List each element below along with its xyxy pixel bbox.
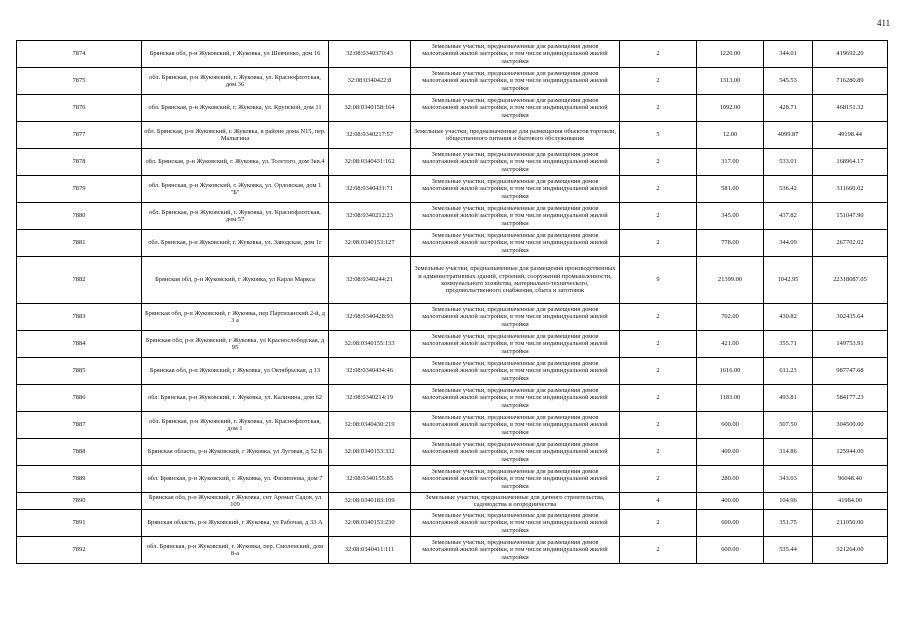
row-area: 600.00: [697, 510, 764, 537]
row-group: 2: [620, 358, 697, 385]
row-cadastral-number: 32:08:0340411:111: [329, 537, 411, 564]
row-cadastral-number: 32:08:0340244:21: [329, 257, 411, 304]
row-address: Брянская обл, р-н Жуковский, г Жуковка, пер Партизанский 2-й, д 3 а: [142, 304, 329, 331]
row-area: 421.00: [697, 331, 764, 358]
row-cadastral-number: 32:08:0340370:43: [329, 41, 411, 68]
row-number: 7887: [17, 412, 142, 439]
row-area: 1313.00: [697, 68, 764, 95]
row-group: 2: [620, 149, 697, 176]
row-number: 7882: [17, 257, 142, 304]
row-group: 9: [620, 257, 697, 304]
row-number: 7886: [17, 385, 142, 412]
row-cadastral-number: 32:08:0340214:19: [329, 385, 411, 412]
row-cadastral-value: 41984.00: [813, 493, 888, 510]
table-row: [17, 122, 888, 149]
row-specific-value: 355.71: [764, 331, 813, 358]
row-area: 1220.00: [697, 41, 764, 68]
row-number: 7881: [17, 230, 142, 257]
table-body: [17, 41, 888, 564]
row-land-use: Земельные участки, предназначенные для размещения домов малоэтажной жилой застройки, в том числе индивидуальной жилой застройки: [411, 358, 620, 385]
row-cadastral-number: 32:08:0340212:23: [329, 203, 411, 230]
row-group: 2: [620, 176, 697, 203]
row-group: 2: [620, 439, 697, 466]
row-cadastral-value: 716280.89: [813, 68, 888, 95]
table-row: [17, 203, 888, 230]
row-land-use: Земельные участки, предназначенные для размещения домов малоэтажной жилой застройки, в том числе индивидуальной жилой застройки: [411, 510, 620, 537]
row-group: 2: [620, 230, 697, 257]
row-specific-value: 428.71: [764, 95, 813, 122]
row-area: 600.00: [697, 537, 764, 564]
row-address: Брянская обл, р-н Жуковский, г Жуковка, снт Аромат Садов, ул 109: [142, 493, 329, 510]
row-cadastral-value: 211050.00: [813, 510, 888, 537]
row-address: Брянская обл, р-н Жуковский, г Жуковка, ул Краснослободская, д 95: [142, 331, 329, 358]
row-cadastral-number: 32:08:0340183:109: [329, 493, 411, 510]
row-group: 5: [620, 122, 697, 149]
row-land-use: Земельные участки, предназначенные для размещения домов малоэтажной жилой застройки, в том числе индивидуальной жилой застройки: [411, 537, 620, 564]
row-number: 7880: [17, 203, 142, 230]
row-address: Брянская область, р-н Жуковский, г Жуковка, ул Рабочая, д 33 А: [142, 510, 329, 537]
row-land-use: Земельные участки, предназначенные для размещения объектов торговли, общественного питания и бытового обслуживания: [411, 122, 620, 149]
row-group: 2: [620, 537, 697, 564]
row-number: 7883: [17, 304, 142, 331]
row-cadastral-number: 32:08:0340217:57: [329, 122, 411, 149]
row-cadastral-value: 267702.02: [813, 230, 888, 257]
row-area: 280.00: [697, 466, 764, 493]
row-number: 7876: [17, 95, 142, 122]
row-cadastral-value: 311660.02: [813, 176, 888, 203]
row-land-use: Земельные участки, предназначенные для размещения домов малоэтажной жилой застройки, в том числе индивидуальной жилой застройки: [411, 149, 620, 176]
table-row: [17, 95, 888, 122]
table-row: [17, 176, 888, 203]
row-land-use: Земельные участки, предназначенные для размещения домов малоэтажной жилой застройки, в том числе индивидуальной жилой застройки: [411, 68, 620, 95]
row-area: 400.00: [697, 493, 764, 510]
row-address: обл. Брянская, р-н Жуковский, г. Жуковка, ул. Филиппова, дом 7: [142, 466, 329, 493]
row-cadastral-value: 151047.90: [813, 203, 888, 230]
row-specific-value: 507.50: [764, 412, 813, 439]
table-row: [17, 230, 888, 257]
row-specific-value: 343.03: [764, 466, 813, 493]
row-cadastral-number: 32:08:0340155:133: [329, 331, 411, 358]
row-specific-value: 493.81: [764, 385, 813, 412]
row-area: 778.00: [697, 230, 764, 257]
row-cadastral-number: 32:08:0340422:8: [329, 68, 411, 95]
row-number: 7885: [17, 358, 142, 385]
row-address: Брянская обл, р-н Жуковский, г Жуковка, ул Октябрьская, д 13: [142, 358, 329, 385]
table-row: [17, 68, 888, 95]
row-land-use: Земельные участки, предназначенные для размещения домов малоэтажной жилой застройки, в том числе индивидуальной жилой застройки: [411, 230, 620, 257]
row-number: 7890: [17, 493, 142, 510]
row-cadastral-number: 32:08:0340155:85: [329, 466, 411, 493]
table-row: [17, 466, 888, 493]
table-row: [17, 537, 888, 564]
row-area: 21399.00: [697, 257, 764, 304]
row-cadastral-number: 32:08:0340434:46: [329, 358, 411, 385]
row-number: 7889: [17, 466, 142, 493]
row-specific-value: 351.75: [764, 510, 813, 537]
row-address: обл. Брянская, р-н Жуковский, г. Жуковка, ул. Краснофлотская, дом 1: [142, 412, 329, 439]
row-area: 345.00: [697, 203, 764, 230]
row-land-use: Земельные участки, предназначенные для размещения домов малоэтажной жилой застройки, в том числе индивидуальной жилой застройки: [411, 439, 620, 466]
row-land-use: Земельные участки, предназначенные для размещения домов малоэтажной жилой застройки, в том числе индивидуальной жилой застройки: [411, 95, 620, 122]
row-land-use: Земельные участки, предназначенные для размещения домов малоэтажной жилой застройки, в том числе индивидуальной жилой застройки: [411, 466, 620, 493]
row-cadastral-value: 468151.32: [813, 95, 888, 122]
row-cadastral-value: 22318087.05: [813, 257, 888, 304]
row-specific-value: 545.53: [764, 68, 813, 95]
row-land-use: Земельные участки, предназначенные для дачного строительства, садоводства и огородничества: [411, 493, 620, 510]
row-cadastral-value: 96048.40: [813, 466, 888, 493]
row-area: 600.00: [697, 412, 764, 439]
table-row: [17, 510, 888, 537]
row-group: 2: [620, 510, 697, 537]
row-group: 2: [620, 95, 697, 122]
row-land-use: Земельные участки, предназначенные для размещения домов малоэтажной жилой застройки, в том числе индивидуальной жилой застройки: [411, 385, 620, 412]
row-cadastral-number: 32:08:0340431:162: [329, 149, 411, 176]
table-row: [17, 385, 888, 412]
row-specific-value: 104.96: [764, 493, 813, 510]
row-group: 2: [620, 68, 697, 95]
row-area: 317.00: [697, 149, 764, 176]
row-cadastral-number: 32:08:0340430:219: [329, 412, 411, 439]
row-address: обл. Брянская, р-н Жуковский, г. Жуковка, ул. Толстого, дом 3кв.4: [142, 149, 329, 176]
row-cadastral-number: 32:08:0340158:164: [329, 95, 411, 122]
row-group: 2: [620, 466, 697, 493]
table-row: [17, 439, 888, 466]
row-number: 7884: [17, 331, 142, 358]
row-land-use: Земельные участки, предназначенные для размещения домов малоэтажной жилой застройки, в том числе индивидуальной жилой застройки: [411, 304, 620, 331]
table-row: [17, 331, 888, 358]
table-row: [17, 493, 888, 510]
row-number: 7888: [17, 439, 142, 466]
table-row: [17, 358, 888, 385]
row-specific-value: 533.01: [764, 149, 813, 176]
row-address: Брянская область, р-н Жуковский, г Жуковка, ул Луговая, д 52 Б: [142, 439, 329, 466]
table-row: [17, 257, 888, 304]
row-area: 581.00: [697, 176, 764, 203]
row-number: 7874: [17, 41, 142, 68]
table-row: [17, 412, 888, 439]
row-specific-value: 1042.95: [764, 257, 813, 304]
row-address: обл. Брянская, р-н Жуковский, г. Жуковка, пер. Смоленский, дом 8-а: [142, 537, 329, 564]
row-address: Брянская обл, р-н Жуковский, г Жуковка, ул Шевченко, дом 16: [142, 41, 329, 68]
row-cadastral-value: 125944.00: [813, 439, 888, 466]
row-number: 7875: [17, 68, 142, 95]
row-cadastral-number: 32:08:0340428:93: [329, 304, 411, 331]
row-number: 7879: [17, 176, 142, 203]
row-cadastral-value: 419692.20: [813, 41, 888, 68]
row-cadastral-number: 32:08:0340153:127: [329, 230, 411, 257]
row-specific-value: 535.44: [764, 537, 813, 564]
row-cadastral-number: 32:08:0340153:230: [329, 510, 411, 537]
row-cadastral-value: 304500.00: [813, 412, 888, 439]
row-land-use: Земельные участки, предназначенные для размещения домов малоэтажной жилой застройки, в том числе индивидуальной жилой застройки: [411, 412, 620, 439]
row-number: 7878: [17, 149, 142, 176]
table-row: [17, 149, 888, 176]
row-cadastral-value: 321264.00: [813, 537, 888, 564]
row-specific-value: 4099.87: [764, 122, 813, 149]
row-cadastral-number: 32:08:0340431:71: [329, 176, 411, 203]
row-land-use: Земельные участки, предназначенные для размещения домов малоэтажной жилой застройки, в том числе индивидуальной жилой застройки: [411, 331, 620, 358]
cadastral-value-table: [16, 40, 888, 564]
row-specific-value: 314.86: [764, 439, 813, 466]
row-address: Брянская обл, р-н Жуковский, г Жуковка, ул Карла Маркса: [142, 257, 329, 304]
row-cadastral-value: 302435.64: [813, 304, 888, 331]
row-cadastral-value: 49198.44: [813, 122, 888, 149]
row-group: 2: [620, 203, 697, 230]
row-group: 2: [620, 331, 697, 358]
row-number: 7892: [17, 537, 142, 564]
row-specific-value: 611.23: [764, 358, 813, 385]
row-land-use: Земельные участки, предназначенные для размещения домов малоэтажной жилой застройки, в том числе индивидуальной жилой застройки: [411, 203, 620, 230]
row-land-use: Земельные участки, предназначенные для размещения производственных и административных зданий, строений, сооружений промышленности, коммунального хозяйства, материально-технического, продовольственного снабжения, сбыта и заготовок: [411, 257, 620, 304]
row-address: обл. Брянская, р-н Жуковский, г. Жуковка, ул. Краснофлотская, дом 57: [142, 203, 329, 230]
row-group: 2: [620, 41, 697, 68]
row-group: 2: [620, 385, 697, 412]
row-area: 12.00: [697, 122, 764, 149]
row-cadastral-number: 32:08:0340153:332: [329, 439, 411, 466]
row-group: 2: [620, 304, 697, 331]
row-land-use: Земельные участки, предназначенные для размещения домов малоэтажной жилой застройки, в том числе индивидуальной жилой застройки: [411, 176, 620, 203]
row-address: обл. Брянская, р-н Жуковский, г. Жуковка, ул. Калинина, дом 62: [142, 385, 329, 412]
row-cadastral-value: 168964.17: [813, 149, 888, 176]
page-number: 411: [877, 18, 891, 28]
row-specific-value: 344.09: [764, 230, 813, 257]
row-area: 1616.00: [697, 358, 764, 385]
row-cadastral-value: 149753.91: [813, 331, 888, 358]
row-area: 400.00: [697, 439, 764, 466]
row-address: обл. Брянская, р-н Жуковский, г. Жуковка, ул. Заводская, дом 1г: [142, 230, 329, 257]
row-specific-value: 437.82: [764, 203, 813, 230]
row-land-use: Земельные участки, предназначенные для размещения домов малоэтажной жилой застройки, в том числе индивидуальной жилой застройки: [411, 41, 620, 68]
table-row: [17, 41, 888, 68]
row-group: 4: [620, 493, 697, 510]
row-cadastral-value: 584177.23: [813, 385, 888, 412]
row-specific-value: 344.01: [764, 41, 813, 68]
row-specific-value: 430.82: [764, 304, 813, 331]
row-address: обл. Брянская, р-н Жуковский, г. Жуковка, ул. Краснофлотская, дом 36: [142, 68, 329, 95]
row-address: обл. Брянская, р-н Жуковский, г. Жуковка, ул. Крупской, дом 11: [142, 95, 329, 122]
row-address: обл. Брянская, р-н Жуковский, г. Жуковка, ул. Орловская, дом 1 "Б": [142, 176, 329, 203]
row-area: 702.00: [697, 304, 764, 331]
row-area: 1092.00: [697, 95, 764, 122]
row-number: 7891: [17, 510, 142, 537]
row-group: 2: [620, 412, 697, 439]
row-address: обл. Брянская, р-н Жуковский, г. Жуковка, в районе дома N15, пер. Малыгина: [142, 122, 329, 149]
table-row: [17, 304, 888, 331]
row-cadastral-value: 987747.68: [813, 358, 888, 385]
row-area: 1183.00: [697, 385, 764, 412]
row-specific-value: 536.42: [764, 176, 813, 203]
row-number: 7877: [17, 122, 142, 149]
